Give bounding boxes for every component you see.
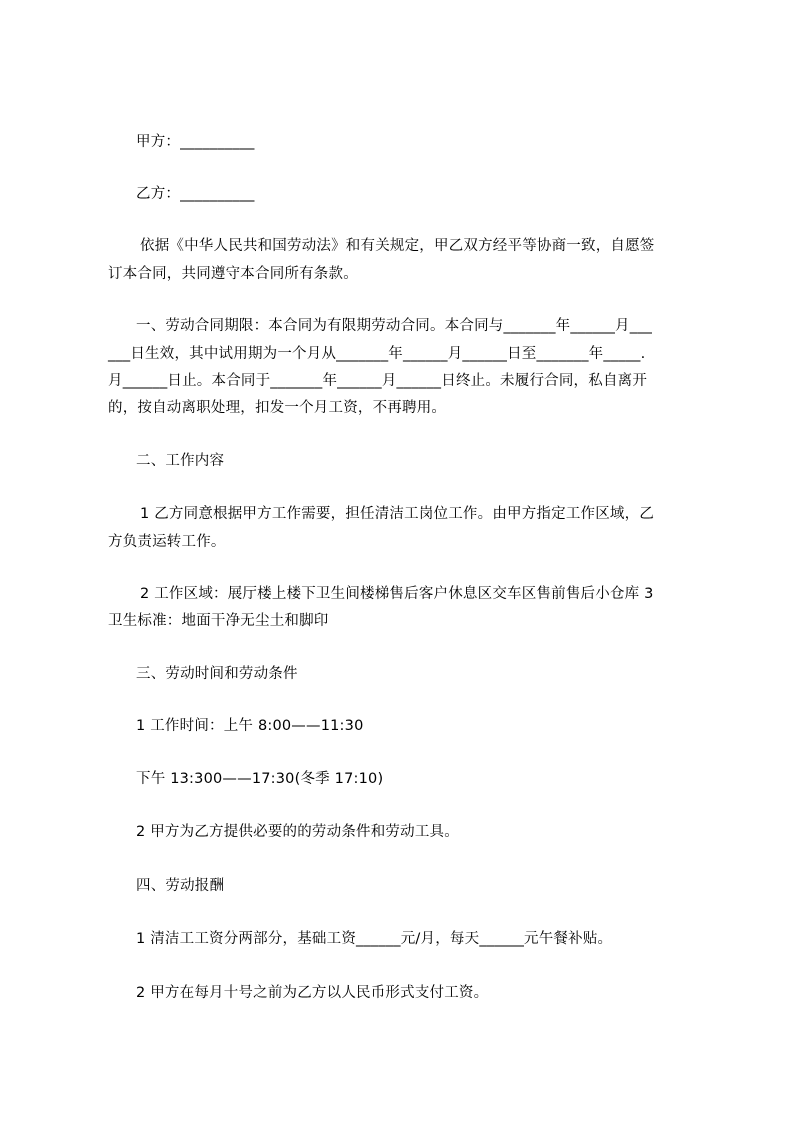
section2-item1-line-2: 方负责运转工作。 (108, 534, 226, 550)
section3-item2: 2 甲方为乙方提供必要的的劳动条件和劳动工具。 (136, 824, 459, 840)
intro-line-2: 订本合同，共同遵守本合同所有条款。 (108, 266, 358, 282)
intro-line-1: 依据《中华人民共和国劳动法》和有关规定，甲乙双方经平等协商一致，自愿签 (140, 238, 655, 254)
section1-line-1: 一、劳动合同期限：本合同为有限期劳动合同。本合同与_______年______月___ (136, 318, 653, 334)
section3-title: 三、劳动时间和劳动条件 (136, 666, 298, 682)
section3-item1: 1 工作时间：上午 8:00——11:30 (136, 718, 364, 734)
section2-item1-line-1: 1 乙方同意根据甲方工作需要，担任清洁工岗位工作。由甲方指定工作区域，乙 (140, 506, 655, 522)
party-b-line: 乙方：__________ (136, 186, 255, 202)
section2-item2-line-1: 2 工作区域：展厅楼上楼下卫生间楼梯售后客户休息区交车区售前售后小仓库 3 (140, 586, 654, 602)
section1-line-2: ___日生效，其中试用期为一个月从_______年______月______日至_______年_____. (108, 346, 646, 362)
section1-line-4: 的，按自动离职处理，扣发一个月工资，不再聘用。 (108, 400, 447, 416)
section4-item2: 2 甲方在每月十号之前为乙方以人民币形式支付工资。 (136, 985, 489, 1001)
section4-item1: 1 清洁工工资分两部分，基础工资______元/月，每天______元午餐补贴。 (136, 931, 613, 947)
section2-title: 二、工作内容 (136, 453, 225, 469)
party-a-line: 甲方：__________ (136, 134, 255, 150)
section4-title: 四、劳动报酬 (136, 878, 225, 894)
section1-line-3: 月______日止。本合同于_______年______月______日终止。未履行合同，私自离开 (108, 373, 648, 389)
section2-item2-line-2: 卫生标准：地面干净无尘土和脚印 (108, 613, 329, 629)
section3-item1b: 下午 13:300——17:30(冬季 17:10) (136, 771, 384, 787)
